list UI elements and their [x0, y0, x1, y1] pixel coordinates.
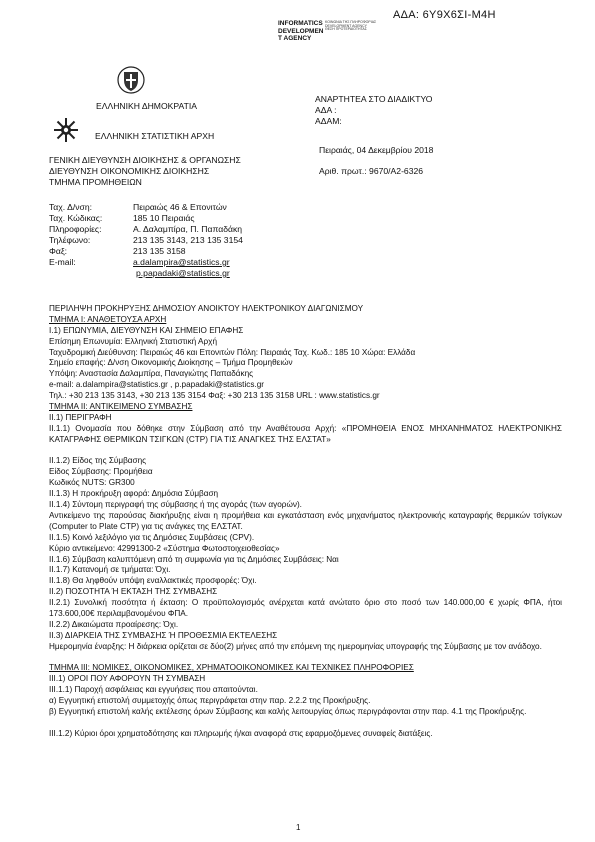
document-line: ΙΙ.2.1) Συνολική ποσότητα ή έκταση: Ο προϋπολογισμός ανέρχεται κατά ανώτατο όριο στο ποσό των 140.000,00 € χωρίς ΦΠΑ, ήτοι 173.600,00€ περιλαμβανομένου ΦΠΑ. — [49, 598, 562, 618]
document-line: Υπόψη: Αναστασία Δαλαμπίρα, Παναγιώτης Παπαδάκης — [49, 369, 254, 379]
authority-label: ΕΛΛΗΝΙΚΗ ΣΤΑΤΙΣΤΙΚΗ ΑΡΧΗ — [95, 131, 215, 141]
document-line: β) Εγγυητική επιστολή καλής εκτέλεσης όρων Σύμβασης και καλής λειτουργίας όπως περιγράφονται στην παρ. 4.1 της Προκήρυξης. — [49, 707, 527, 717]
it-small-line: ΚΟΙΝΩΝΙΑ ΤΗΣ ΠΛΗΡΟΦΟΡΙΑΣ — [325, 20, 377, 24]
document-line: ΙΙΙ.1.1) Παροχή ασφάλειας και εγγυήσεις που απαιτούνται. — [49, 685, 258, 695]
contact-row — [49, 213, 243, 224]
ada-label: ΑΔΑ : — [315, 105, 337, 115]
it-small-line: DEVELOPMENT AGENCY — [325, 23, 367, 28]
document-date: Πειραιάς, 04 Δεκεμβρίου 2018 — [319, 145, 434, 155]
document-line: ΙΙ.1.5) Κοινό λεξιλόγιο για τις Δημόσιες Συμβάσεις (CPV). — [49, 532, 255, 542]
it-agency-line: DEVELOPMEN — [278, 27, 324, 35]
document-line: α) Εγγυητική επιστολή συμμετοχής όπως περιγράφεται στην παρ. 2.2.2 της Προκήρυξης. — [49, 696, 371, 706]
protocol-number: Αριθ. πρωτ.: 9670/Α2-6326 — [319, 166, 424, 176]
it-small-line: ΘΕΣΗ ΠΡΟΤΕΡΑΙΟΤΗΤΑΣ — [325, 27, 367, 31]
contact-value: Πειραιώς 46 & Επονιτών — [133, 202, 227, 212]
document-line: ΠΕΡΙΛΗΨΗ ΠΡΟΚΗΡΥΞΗΣ ΔΗΜΟΣΙΟΥ ΑΝΟΙΚΤΟΥ ΗΛΕΚΤΡΟΝΙΚΟΥ ΔΙΑΓΩΝΙΣΜΟΥ — [49, 304, 364, 313]
document-line: ΙΙ.1.2) Είδος της Σύμβασης — [49, 456, 147, 466]
document-line: Τηλ.: +30 213 135 3143, +30 213 135 3154 Φαξ: +30 213 135 3158 URL : www.statistics.gr — [49, 391, 380, 401]
document-line: ΙΙΙ.1.2) Κύριοι όροι χρηματοδότησης και πληρωμής ή/και αναφορά στις εφαρμοζόμενες συναφείς διατάξεις. — [49, 728, 433, 738]
document-body — [49, 304, 562, 751]
document-line: e-mail: a.dalampira@statistics.gr , p.papadaki@statistics.gr — [49, 380, 265, 390]
document-line: ΙΙ.1.8) Θα ληφθούν υπόψη εναλλακτικές προσφορές: Όχι. — [49, 576, 257, 586]
document-line: Σημείο επαφής: Δ/νση Οικονομικής Διοίκησης – Τμήμα Προμηθειών — [49, 358, 293, 368]
document-line: Ι.1) ΕΠΩΝΥΜΙΑ, ΔΙΕΥΘΥΝΣΗ ΚΑΙ ΣΗΜΕΙΟ ΕΠΑΦΗΣ — [49, 325, 244, 335]
document-line: Ταχυδρομική Διεύθυνση: Πειραιώς 46 και Επονιτών Πόλη: Πειραιάς Ταχ. Κωδ.: 185 10 Χώρα: Ελλάδα — [49, 347, 416, 357]
contact-row — [49, 246, 243, 257]
document-line: ΤΜΗΜΑ Ι: ΑΝΑΘΕΤΟΥΣΑ ΑΡΧΗ — [49, 314, 167, 324]
contact-value: 213 135 3158 — [133, 246, 186, 256]
contact-block — [49, 202, 243, 279]
page-number: 1 — [296, 823, 301, 832]
ada-top: ΑΔΑ: 6Υ9Χ6ΣΙ-Μ4Η — [393, 9, 496, 21]
document-line: ΙΙ.3) ΔΙΑΡΚΕΙΑ ΤΗΣ ΣΥΜΒΑΣΗΣ Ή ΠΡΟΘΕΣΜΙΑ ΕΚΤΕΛΕΣΗΣ — [49, 630, 278, 640]
adam-label: ΑΔΑΜ: — [315, 116, 342, 126]
document-line: ΙΙ.1.7) Κατανομή σε τμήματα: Όχι. — [49, 565, 171, 575]
greek-emblem-icon — [117, 66, 145, 94]
document-line: Επίσημη Επωνυμία: Ελληνική Στατιστική Αρχή — [49, 336, 218, 346]
document-line: ΙΙ.1.3) Η προκήρυξη αφορά: Δημόσια Σύμβαση — [49, 489, 219, 499]
contact-label: Ταχ. Δ/νση: — [49, 202, 92, 212]
contact-row — [49, 202, 243, 213]
general-directorate: ΓΕΝΙΚΗ ΔΙΕΥΘΥΝΣΗ ΔΙΟΙΚΗΣΗΣ & ΟΡΓΑΝΩΣΗΣ — [49, 155, 241, 165]
contact-row — [49, 224, 243, 235]
it-agency-mark — [278, 20, 377, 43]
contact-row — [49, 257, 243, 268]
contact-value: 213 135 3143, 213 135 3154 — [133, 235, 243, 245]
it-agency-line: INFORMATICS — [278, 20, 323, 27]
republic-label: ΕΛΛΗΝΙΚΗ ΔΗΜΟΚΡΑΤΙΑ — [96, 101, 197, 111]
email-link[interactable]: p.papadaki@statistics.gr — [136, 268, 230, 278]
contact-value: 185 10 Πειραιάς — [133, 213, 195, 223]
contact-value: Α. Δαλαμπίρα, Π. Παπαδάκη — [133, 224, 243, 234]
contact-label: E-mail: — [49, 257, 76, 267]
document-line: Ημερομηνία έναρξης: Η διάρκεια ορίζεται σε δύο(2) μήνες από την επόμενη της ημερομηνίας υπογραφής της Σύμβασης με τον ανάδοχο. — [49, 641, 542, 651]
document-line: ΤΜΗΜΑ ΙΙ: ΑΝΤΙΚΕΙΜΕΝΟ ΣΥΜΒΑΣΗΣ — [49, 402, 193, 412]
document-line: ΙΙ.1.6) Σύμβαση καλυπτόμενη από τη συμφωνία για τις Δημόσιες Συμβάσεις: Ναι — [49, 554, 339, 564]
document-line: ΙΙ.1) ΠΕΡΙΓΡΑΦΗ — [49, 412, 112, 422]
elstat-logo-icon — [53, 117, 79, 143]
contact-label: Τηλέφωνο: — [49, 235, 91, 245]
post-online-label: ΑΝΑΡΤΗΤΕΑ ΣΤΟ ΔΙΑΔΙΚΤΥΟ — [315, 94, 433, 104]
contact-row — [49, 235, 243, 246]
document-line: ΙΙΙ.1) ΟΡΟΙ ΠΟΥ ΑΦΟΡΟΥΝ ΤΗ ΣΥΜΒΑΣΗ — [49, 674, 206, 684]
department: ΤΜΗΜΑ ΠΡΟΜΗΘΕΙΩΝ — [49, 177, 142, 187]
document-line: Κωδικός NUTS: GR300 — [49, 478, 135, 488]
document-line: ΤΜΗΜΑ ΙΙΙ: ΝΟΜΙΚΕΣ, ΟΙΚΟΝΟΜΙΚΕΣ, ΧΡΗΜΑΤΟΟΙΚΟΝΟΜΙΚΕΣ ΚΑΙ ΤΕΧΝΙΚΕΣ ΠΛΗΡΟΦΟΡΙΕΣ — [49, 663, 414, 673]
email-link[interactable]: a.dalampira@statistics.gr — [133, 257, 230, 267]
document-line: ΙΙ.2) ΠΟΣΟΤΗΤΑ Ή ΕΚΤΑΣΗ ΤΗΣ ΣΥΜΒΑΣΗΣ — [49, 587, 218, 597]
contact-label: Πληροφορίες: — [49, 224, 102, 234]
it-agency-line: T AGENCY — [278, 35, 312, 42]
directorate: ΔΙΕΥΘΥΝΣΗ ΟΙΚΟΝΟΜΙΚΗΣ ΔΙΟΙΚΗΣΗΣ — [49, 166, 210, 176]
document-line: ΙΙ.1.4) Σύντομη περιγραφή της σύμβασης ή της αγοράς (των αγορών). — [49, 500, 302, 510]
document-line: Αντικείμενο της παρούσας διακήρυξης είναι η προμήθεια και εγκατάσταση ενός μηχανήματος ηλεκτρονικής καταγραφής θερμικών τσίγκων (Computer to Plate CTP) για τις ανάγκες της ΕΛΣΤΑΤ. — [49, 510, 562, 531]
document-line: ΙΙ.1.1) Ονομασία που δόθηκε στην Σύμβαση από την Αναθέτουσα Αρχή: «ΠΡΟΜΗΘΕΙΑ ΕΝΟΣ ΜΗΧΑΝΗΜΑΤΟΣ ΗΛΕΚΤΡΟΝΙΚΗΣ ΚΑΤΑΓΡΑΦΗΣ ΘΕΡΜΙΚΩΝ ΤΣΙΓΚΩΝ (CTP) ΓΙΑ ΤΙΣ ΑΝΑΓΚΕΣ ΤΗΣ ΕΛΣΤΑΤ» — [49, 423, 562, 444]
contact-label — [49, 268, 136, 279]
contact-row — [49, 268, 243, 279]
document-line: ΙΙ.2.2) Δικαιώματα προαίρεσης: Όχι. — [49, 619, 179, 629]
contact-label: Ταχ. Κώδικας: — [49, 213, 103, 223]
document-line: Κύριο αντικείμενο: 42991300-2 «Σύστημα Φωτοστοιχειοθεσίας» — [49, 543, 280, 553]
document-line: Είδος Σύμβασης: Προμήθεια — [49, 467, 153, 477]
contact-label: Φαξ: — [49, 246, 68, 256]
it-agency-small — [325, 21, 376, 32]
